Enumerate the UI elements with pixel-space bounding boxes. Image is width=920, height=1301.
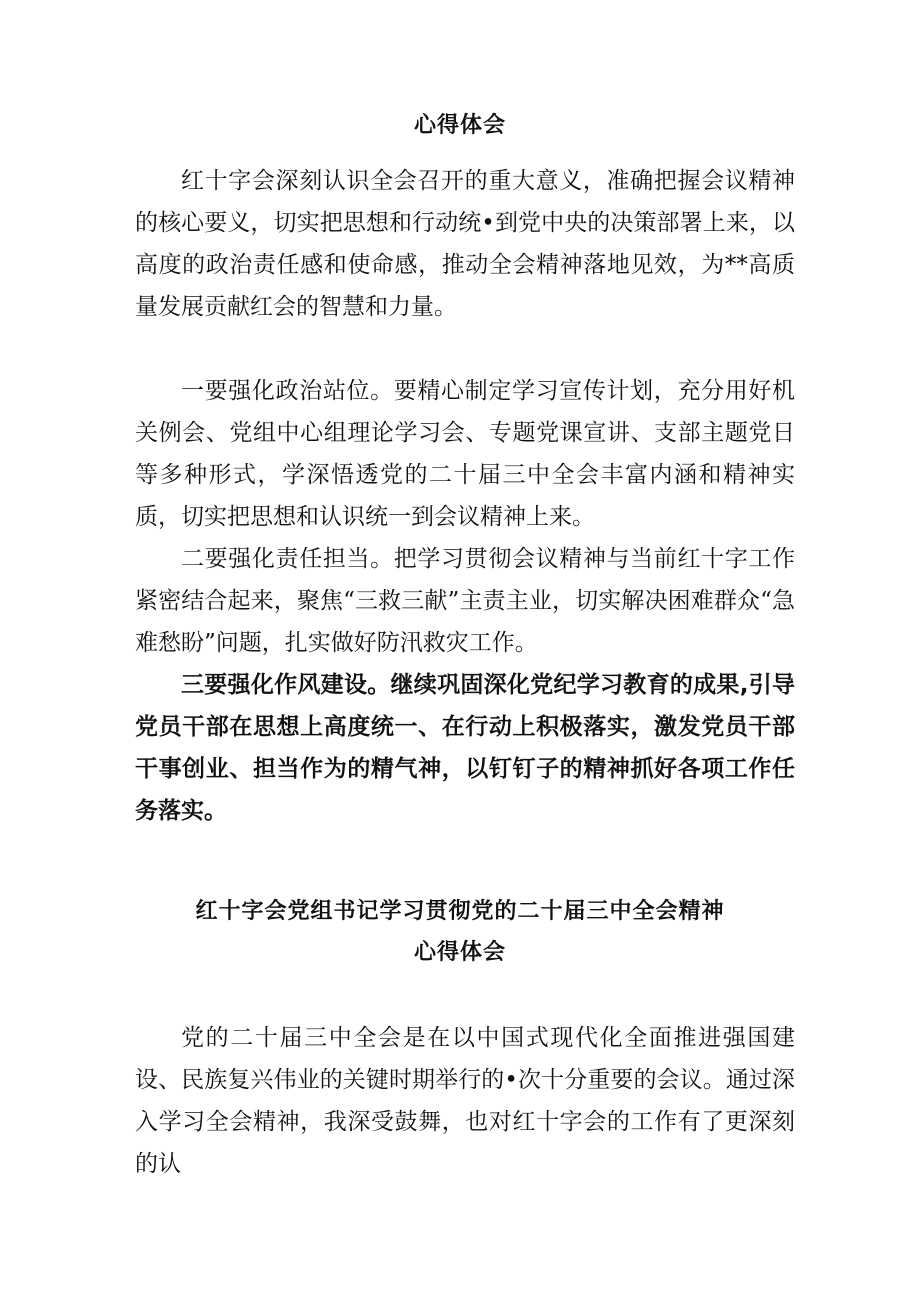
section2-title-line2: 心得体会 <box>413 940 506 965</box>
section2-title-line1: 红十字会党组书记学习贯彻党的二十届三中全会精神 <box>195 899 725 924</box>
section2-paragraph-1: 党的二十届三中全会是在以中国式现代化全面推进强国建设、民族复兴伟业的关键时期举行的•次十分重要的会议。通过深入学习全会精神，我深受鼓舞，也对红十字会的工作有了更深刻的认 <box>135 1025 795 1177</box>
section1-paragraph-3: 二要强化责任担当。把学习贯彻会议精神与当前红十字工作紧密结合起来，聚焦“三救三献”主责主业，切实解决困难群众“急难愁盼”问题，扎实做好防汛救灾工作。 <box>135 546 795 656</box>
section1-paragraph-1: 红十字会深刻认识全会召开的重大意义，准确把握会议精神的核心要义，切实把思想和行动统•到党中央的决策部署上来，以高度的政治责任感和使命感，推动全会精神落地见效，为**高质量发展贡献红会的智慧和力量。 <box>135 168 795 320</box>
section1-paragraph-4: 三要强化作风建设。继续巩固深化党纪学习教育的成果,引导党员干部在思想上高度统一、在行动上积极落实，激发党员干部干事创业、担当作为的精气神，以钉钉子的精神抓好各项工作任务落实。 <box>135 672 795 824</box>
section1-paragraph-2: 一要强化政治站位。要精心制定学习宣传计划，充分用好机关例会、党组中心组理论学习会、专题党课宣讲、支部主题党日等多种形式，学深悟透党的二十届三中全会丰富内涵和精神实质，切实把思想和认识统一到会议精神上来。 <box>135 378 795 530</box>
section1-title: 心得体会 <box>413 113 506 138</box>
